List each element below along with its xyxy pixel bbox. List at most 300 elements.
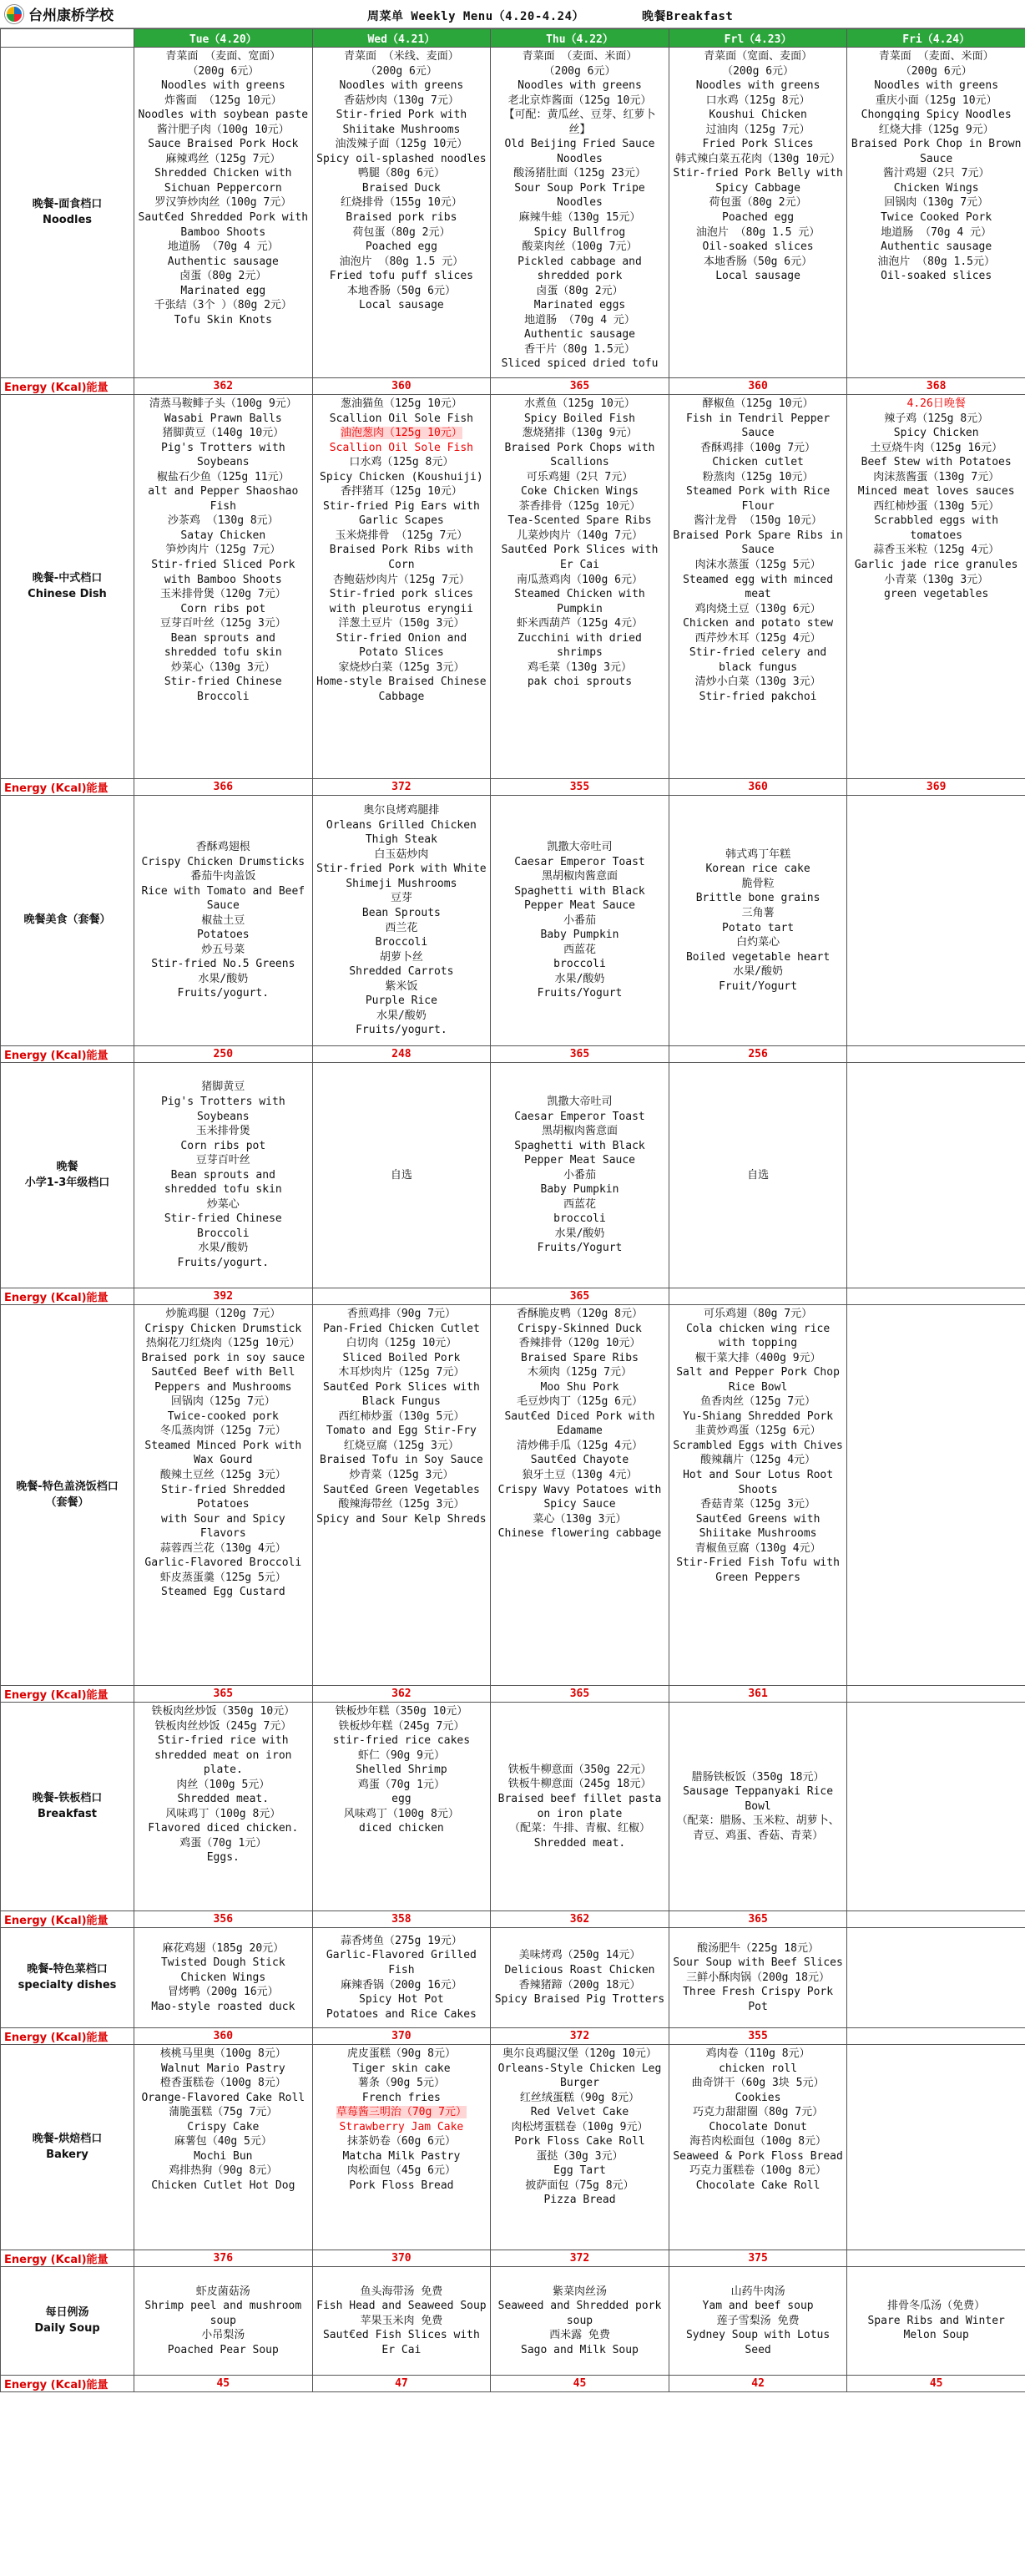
menu-line: 排骨冬瓜汤（免费） [887,2300,986,2313]
energy-value: 365 [669,1911,847,1928]
menu-line: Soybeans [196,1110,250,1123]
menu-cell [312,1928,491,2028]
menu-line: Stir-fried Pork with [336,109,467,122]
menu-line: 南瓜蒸鸡肉（100g 6元） [517,573,643,586]
menu-line: Sauce Braised Pork Hock [148,138,299,151]
menu-line: Potatoes and Rice Cakes [326,2007,477,2021]
menu-line: Fruits/yogurt. [356,1024,447,1037]
menu-line: 三鲜小酥肉锅（200g 18元） [686,1971,830,1984]
day-header: Thu（4.22） [491,29,669,48]
energy-value: 370 [312,2250,491,2267]
menu-line: 可乐鸡翅（2只 7元） [526,470,634,483]
menu-line: Stir-fried Pig Ears with [322,499,480,513]
menu-line: broccoli [553,958,606,971]
menu-line: 回锅肉（125g 7元） [170,1395,275,1409]
section-label: 晚餐-特色菜档口 specialty dishes [1,1928,134,2028]
menu-line: Local sausage [715,270,800,283]
menu-line: Chicken cutlet [712,456,804,469]
menu-line: Broccoli [375,936,428,949]
menu-line: 香酥鸡排（100g 7元） [700,441,816,454]
energy-value: 360 [312,378,491,395]
menu-line: 蒜香烤鱼（275g 19元） [340,1934,462,1947]
menu-line: Beef Stew with Potatoes [861,456,1012,469]
menu-line: Shiitake Mushrooms [342,123,461,136]
menu-line: Potato Slices [359,646,444,660]
day-header: Frl（4.23） [669,29,847,48]
menu-line: Pig's Trotters with [160,441,285,454]
menu-line: Potatoes [196,929,250,942]
menu-line: Matcha Milk Pastry [342,2149,461,2163]
menu-line: Braised Pork Chop in Brown [851,138,1022,151]
menu-line: Spaghetti with Black [514,884,645,898]
menu-line: Cookies [735,2091,781,2104]
energy-row [1,1911,1025,1928]
menu-line: Stir-fried pakchoi [699,690,817,703]
energy-value: 365 [491,1288,669,1305]
menu-line: 三角薯 [741,906,775,919]
menu-line: 猪脚黄豆（140g 10元） [162,427,285,440]
menu-line: 酸辣藕片（125g 4元） [700,1454,816,1467]
menu-line: Saut€ed Fish Slices with [322,2329,480,2342]
menu-line: Sauce [920,152,953,165]
menu-line: Spicy Boiled Fish [523,412,636,425]
menu-line: 酸辣土豆丝（125g 3元） [159,1469,286,1482]
energy-value: 256 [669,1046,847,1063]
menu-cell [491,1305,669,1686]
menu-line: 荷包蛋（80g 2元） [352,225,451,239]
menu-line: 油泡片 （80g 1.5元） [877,255,995,268]
menu-line: 可乐鸡翅（80g 7元） [704,1308,813,1320]
menu-line: 香拌猪耳（125g 10元） [340,485,462,498]
menu-line: 【可配：黄瓜丝、豆芽、红萝卜丝】 [503,109,656,136]
menu-line: Chicken Cutlet Hot Dog [151,2179,295,2192]
menu-line: Noodles with greens [695,79,821,93]
menu-line: Spicy and Sour Kelp Shreds [316,1512,487,1526]
menu-line: Stir-fried No.5 Greens [151,958,295,971]
menu-line: 洋葱土豆片（150g 3元） [338,617,465,630]
menu-line: 香酥脆皮鸭（120g 8元） [517,1308,643,1320]
menu-cell [134,1063,313,1288]
menu-line: Chicken Wings [893,181,979,195]
menu-line: Local sausage [359,299,444,312]
menu-line: 地道肠 （70g 4 元） [881,225,992,239]
menu-line: Braised Tofu in Soy Sauce [320,1454,483,1467]
menu-line: 本地香肠（50g 6元） [704,255,813,268]
menu-line: Sauce [741,544,775,557]
menu-line: Orleans-Style Chicken Leg [497,2062,662,2075]
menu-line: 黑胡椒肉酱意面 [541,1125,618,1138]
menu-cell [847,395,1025,779]
menu-line: Pig's Trotters with [160,1095,285,1108]
menu-cell [669,2045,847,2250]
menu-line: 香酥鸡翅根 [195,840,250,853]
menu-line: （配菜：牛排、青椒、红椒） [508,1822,650,1835]
menu-line: 鸡肉烧土豆（130g 6元） [694,602,821,615]
menu-line: 韭黄炒鸡蛋（125g 6元） [694,1425,821,1438]
menu-line: Crispy Cake [187,2120,260,2133]
menu-line: Bean Sprouts [361,906,441,919]
menu-line: Caesar Emperor Toast [514,855,645,868]
menu-line: 椒干菜大排（400g 9元） [694,1351,821,1364]
menu-line: Sauce [741,427,775,440]
menu-cell [134,1928,313,2028]
menu-line: （200g 6元） [543,64,616,78]
menu-line: Tea-Scented Spare Ribs [507,514,652,528]
menu-line: Shrimp peel and mushroom [144,2300,302,2313]
section-row [1,1928,1025,2028]
menu-line: Saut€ed Chayote [530,1454,629,1467]
menu-line: 海苔肉松面包（100g 8元） [689,2135,827,2148]
menu-line: Hot and Sour Lotus Root [683,1469,834,1482]
menu-line: 番茄牛肉盖饭 [190,870,256,883]
menu-line: Crispy Wavy Potatoes with [497,1483,662,1496]
menu-line: soup [210,2314,236,2327]
menu-line: Steamed egg with minced [683,573,834,586]
menu-line: 水果/酸奶 [198,972,249,985]
menu-line: with pleurotus eryngii [329,602,473,615]
menu-line: Pizza Bread [543,2194,616,2207]
menu-line: 薯条（90g 5元） [357,2077,445,2090]
menu-line: 豆芽 [390,892,412,905]
menu-line: 白切肉（125g 10元） [346,1337,457,1350]
energy-value: 372 [491,2028,669,2045]
menu-line: Er Cai [381,2343,422,2356]
menu-line: 铁板牛柳意面（245g 18元） [507,1778,652,1791]
menu-line: Noodles with greens [518,79,642,93]
menu-line: 铁板炒年糕（245g 7元） [338,1719,465,1733]
menu-cell [669,2267,847,2376]
energy-label: Energy (Kcal)能量 [1,2250,134,2267]
menu-line: Strawberry Jam Cake [339,2120,464,2133]
menu-line: 韩式辣白菜五花肉（130g 10元） [675,152,841,165]
section-row [1,1703,1025,1911]
menu-line: Sago and Milk Soup [521,2343,639,2356]
menu-line: Spicy Cabbage [715,181,800,195]
energy-row [1,1686,1025,1703]
menu-line: shredded meat on iron [154,1749,292,1762]
energy-value: 360 [669,378,847,395]
energy-value: 372 [491,2250,669,2267]
menu-line: 披萨面包（75g 8元） [525,2179,634,2192]
menu-line: 玉米排骨煲 [195,1125,250,1138]
menu-cell [491,2267,669,2376]
menu-line: Corn [388,559,415,572]
corner-cell [1,29,134,48]
energy-value: 355 [491,779,669,796]
menu-line: 风味鸡丁（100g 8元） [343,1807,459,1820]
menu-line: Braised Pork Chops with [504,441,655,454]
menu-line: Saut€ed Shredded Pork with [138,211,309,225]
menu-line: 铁板炒年糕（350g 10元） [335,1705,468,1718]
menu-line: 玉米排骨煲（120g 7元） [159,588,286,601]
section-label: 每日例汤 Daily Soup [1,2267,134,2376]
menu-line: Fish [388,1963,415,1976]
menu-line: Noodles with soybean paste [138,109,309,122]
menu-line: Korean rice cake [705,863,810,876]
energy-row [1,779,1025,796]
menu-line: shredded pork [537,270,623,283]
menu-line: 肉松面包（45g 6元） [346,2164,456,2178]
menu-line: 铁板肉丝炒饭（350g 10元） [151,1705,295,1718]
section-label: 晚餐 小学1-3年级档口 [1,1063,134,1288]
menu-line: 麻辣鸡丝（125g 7元） [165,152,281,165]
energy-value: 362 [134,378,313,395]
menu-line: Marinated egg [180,284,266,297]
menu-line: 小番茄 [563,1168,596,1182]
menu-line: 香菇炒肉（130g 7元） [343,94,459,107]
menu-line: plate. [203,1764,243,1777]
section-row [1,1305,1025,1686]
menu-line: 豆芽百叶丝（125g 3元） [159,617,286,630]
menu-line: 狼牙土豆（130g 4元） [522,1469,638,1482]
menu-line: 酸菜肉丝（100g 7元） [522,240,638,254]
menu-line: 紫菜肉丝汤 [552,2285,607,2298]
menu-line: Stir-fried Pork with White [316,863,487,876]
menu-line: 黑胡椒肉酱意面 [541,870,618,883]
menu-cell [312,2267,491,2376]
energy-value [847,2028,1025,2045]
menu-line: Braised Spare Ribs [521,1351,639,1364]
menu-cell [312,1703,491,1911]
menu-cell [669,395,847,779]
menu-line: Steamed Pork with Rice [685,485,831,498]
menu-line: with Sour and Spicy [160,1512,285,1526]
menu-line: Flavors [199,1527,246,1541]
menu-line: green vegetables [884,588,989,601]
menu-cell [669,48,847,378]
menu-line: Scrabbled eggs with [874,514,999,528]
energy-label: Energy (Kcal)能量 [1,2028,134,2045]
menu-line: Red Velvet Cake [530,2106,629,2119]
menu-cell [847,1703,1025,1911]
energy-value: 392 [134,1288,313,1305]
menu-line: 巧克力蛋糕卷（100g 8元） [689,2164,827,2178]
menu-line: Fish Head and Seaweed Soup [316,2300,487,2313]
menu-line: 草莓酱三明治（70g 7元） [336,2106,467,2119]
menu-line: 炒青菜（125g 3元） [349,1469,454,1482]
menu-line: 酱汁鸡翅（2只 7元） [882,167,990,180]
menu-line: Pepper Meat Sauce [523,899,636,913]
day-header: Fri（4.24） [847,29,1025,48]
menu-line: 韩式鸡丁年糕 [725,848,791,861]
menu-line: Bowl [745,1799,771,1813]
menu-line: Chinese flowering cabbage [497,1527,662,1541]
energy-value: 366 [134,779,313,796]
menu-line: 粉蒸肉（125g 10元） [702,470,814,483]
menu-line: Koushui Chicken [709,109,807,122]
menu-line: Flavored diced chicken. [148,1822,299,1835]
menu-line: Tomato and Egg Stir-Fry [326,1425,477,1438]
menu-line: 清炒小白菜（130g 3元） [694,676,821,689]
menu-cell [669,1063,847,1288]
menu-line: Steamed Egg Custard [160,1586,285,1599]
menu-line: Home-style Braised Chinese [316,676,487,689]
menu-cell [491,2045,669,2250]
energy-value [312,1288,491,1305]
section-label: 晚餐美食（套餐） [1,796,134,1046]
menu-line: Shredded Chicken with [154,167,292,180]
menu-line: 热焖花刀红烧肉（125g 10元） [145,1337,300,1350]
menu-line: Saut€ed Greens with [695,1512,821,1526]
menu-line: Chicken and potato stew [683,617,834,630]
menu-cell [491,395,669,779]
menu-line: 葱烧猪排（130g 9元） [522,427,638,440]
menu-line: 炒菜心 [206,1197,240,1211]
menu-line: Zucchini with dried [518,631,642,645]
menu-line: 红烧排骨（155g 10元） [340,196,462,210]
menu-line: Eggs. [206,1851,240,1865]
menu-line: 重庆小面（125g 10元） [875,94,997,107]
menu-line: 紫米饭 [385,979,418,993]
menu-line: 酱汁肥子肉（100g 10元） [156,123,290,136]
menu-line: egg [391,1793,412,1806]
menu-line: 酸辣海带丝（125g 3元） [338,1498,465,1511]
menu-line: Twisted Dough Stick [160,1956,285,1970]
menu-line: 油泡片 （80g 1.5 元） [339,255,464,268]
menu-line: 回锅肉（130g 7元） [884,196,989,210]
menu-line: Scallions [550,456,609,469]
menu-cell [134,1305,313,1686]
menu-line: Yam and beef soup [702,2300,814,2313]
menu-line: 罗汉笋炒肉丝（100g 7元） [154,196,292,210]
menu-line: Melon Soup [903,2329,969,2342]
menu-line: Broccoli [196,690,250,703]
menu-line: Stir-fried Sliced Pork [151,559,295,572]
menu-line: Sydney Soup with Lotus [685,2329,831,2342]
menu-line: Edamame [557,1425,603,1438]
menu-line: Stir-fried celery and [689,646,827,660]
menu-line: 卤蛋（80g 2元） [179,270,267,283]
menu-title-text: 周菜单 Weekly Menu（4.20-4.24） [367,10,585,23]
menu-line: Scallion Oil Sole Fish [329,441,473,454]
menu-line: Spaghetti with Black [514,1139,645,1152]
menu-line: Pork Floss Bread [349,2179,454,2192]
menu-line: Twice-cooked pork [167,1409,279,1423]
menu-line: 家烧炒白菜（125g 3元） [338,660,465,674]
menu-line: Shimeji Mushrooms [346,877,457,890]
menu-line: 白灼菜心 [736,936,780,949]
menu-line: 酱汁龙骨 （150g 10元） [694,514,822,528]
menu-line: Baby Pumpkin [540,929,619,942]
menu-line: 茶香排骨（125g 10元） [518,499,641,513]
menu-line: Shelled Shrimp [356,1764,447,1777]
menu-line: 炒脆鸡腿（120g 7元） [165,1308,281,1320]
menu-line: Fruits/Yogurt [537,987,623,1000]
energy-value: 372 [312,779,491,796]
menu-line: Braised pork in soy sauce [141,1351,305,1364]
section-label: 晚餐-烘焙档口 Bakery [1,2045,134,2250]
section-row [1,395,1025,779]
menu-line: 水果/酸奶 [376,1009,427,1022]
section-label: 晚餐-特色盖浇饭档口 （套餐） [1,1305,134,1686]
menu-line: Fish [210,499,236,513]
menu-line: 椒盐石少鱼（125g 11元） [156,470,290,483]
menu-line: pak choi sprouts [527,676,633,689]
menu-line: 莲子雪梨汤 免费 [716,2314,800,2327]
menu-line: 青菜面 （麦面、宽面） [165,50,281,63]
menu-line: 麻花鸡翅（185g 20元） [162,1941,285,1955]
menu-line: 胡萝卜丝 [379,950,423,964]
menu-line: 蒲脆蛋糕（75g 7元） [169,2106,278,2119]
menu-line: 油泡片 （80g 1.5 元） [695,225,821,239]
menu-line: 鸡排热狗（90g 8元） [169,2164,278,2178]
menu-cell [134,796,313,1046]
menu-line: 清炒佛手瓜（125g 4元） [517,1439,643,1452]
menu-line: 凯撒大帝吐司 [547,840,613,853]
menu-line: Saut€ed Green Vegetables [322,1483,480,1496]
menu-line: 红烧大排（125g 9元） [878,123,994,136]
menu-cell [491,1063,669,1288]
menu-line: Orleans Grilled Chicken [326,818,477,832]
menu-line: 鱼头海带汤 免费 [360,2285,443,2298]
menu-line: 椒盐土豆 [201,913,245,927]
menu-line: 毛豆炒肉丁（125g 6元） [517,1395,643,1409]
menu-line: 麻辣牛蛙（130g 15元） [518,211,641,225]
menu-line: black fungus [719,660,798,674]
menu-line: 木耳炒肉片（125g 7元） [338,1366,465,1379]
energy-value: 42 [669,2376,847,2392]
menu-line: soup [566,2314,593,2327]
menu-line: Fish in Tendril Pepper [685,412,831,425]
menu-line: Satay Chicken [180,529,266,542]
menu-line: Minced meat loves sauces [857,485,1015,498]
menu-line: 冬瓜蒸肉饼（125g 7元） [159,1425,286,1438]
menu-cell [669,1305,847,1686]
section-row [1,2045,1025,2250]
menu-cell [491,796,669,1046]
menu-line: 奥尔良烤鸡腿排 [363,804,440,817]
menu-line: alt and Pepper Shaoshao [148,485,299,498]
menu-line: 鸡毛菜（130g 3元） [528,660,632,674]
menu-line: Rice with Tomato and Beef [141,884,305,898]
menu-line: 菜心（130g 3元） [533,1512,627,1526]
menu-line: 苹果玉米肉 免费 [360,2314,443,2327]
menu-line: 西兰花 [385,921,418,934]
energy-value: 45 [491,2376,669,2392]
menu-line: 木须肉（125g 7元） [528,1366,632,1379]
energy-row [1,2250,1025,2267]
menu-line: 儿菜炒肉片（140g 7元） [517,529,643,542]
menu-cell [312,796,491,1046]
energy-value: 248 [312,1046,491,1063]
menu-line: 口水鸡（125g 8元） [349,456,454,469]
menu-line: Steamed Minced Pork with [144,1439,302,1452]
day-header: Wed（4.21） [312,29,491,48]
header-bar [0,0,1025,28]
energy-value: 365 [491,378,669,395]
energy-value: 375 [669,2250,847,2267]
menu-line: on iron plate [537,1807,623,1820]
menu-cell [312,395,491,779]
menu-line: Poached egg [722,211,795,225]
energy-value: 45 [847,2376,1025,2392]
menu-line: Tiger skin cake [352,2062,451,2075]
menu-line: Crispy-Skinned Duck [518,1322,642,1335]
menu-line: 酸汤肥牛（225g 18元） [697,1941,819,1955]
menu-line: French fries [361,2091,441,2104]
menu-line: 清蒸马鞍鲱子头（100g 9元） [149,397,297,410]
menu-line: with topping [719,1337,798,1350]
menu-line: 青椒鱼豆腐（130g 4元） [694,1541,821,1555]
menu-line: Crispy Chicken Drumstick [144,1322,302,1335]
menu-line: Sauce [206,899,240,913]
menu-line: 红烧豆腐（125g 3元） [343,1439,459,1452]
menu-line: 风味鸡丁（100g 8元） [165,1807,281,1820]
menu-line: Stir-fried Pork Belly with [673,167,843,180]
menu-line: Chocolate Donut [709,2120,807,2133]
menu-line: Sliced Boiled Pork [342,1351,461,1364]
menu-line: Noodles with greens [874,79,999,93]
